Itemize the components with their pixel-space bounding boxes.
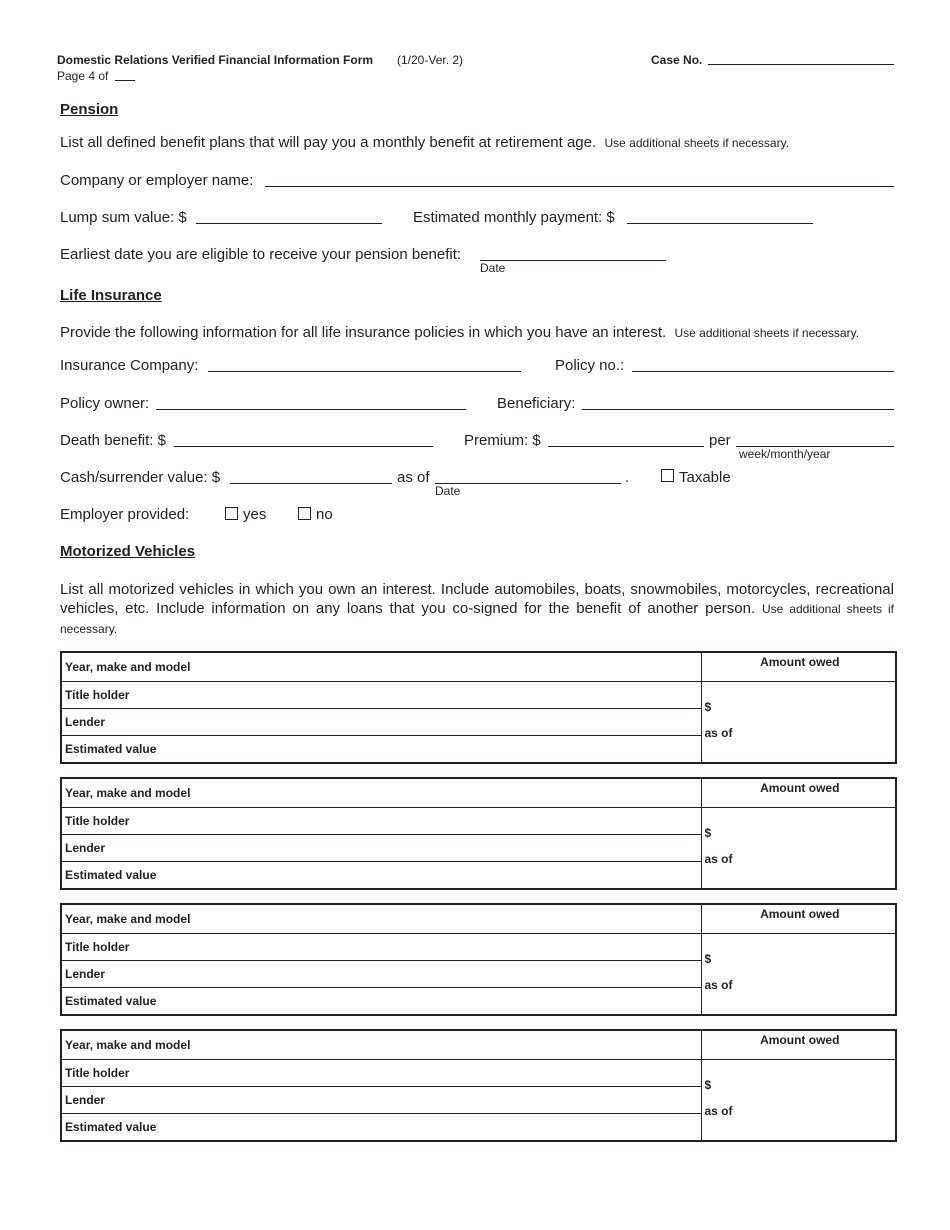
no-label: no <box>316 506 333 523</box>
as-of-label: as of <box>704 978 733 992</box>
lender-label[interactable]: Lender <box>61 709 701 736</box>
page-label: Page 4 of <box>57 69 109 83</box>
as-of-label: as of <box>704 726 733 740</box>
dollar-label: $ <box>704 1078 712 1092</box>
lump-sum-label: Lump sum value: $ <box>60 209 187 226</box>
lender-label[interactable]: Lender <box>61 835 701 862</box>
policy-no-field[interactable] <box>632 371 894 372</box>
premium-label: Premium: $ <box>464 432 541 449</box>
beneficiary-label: Beneficiary: <box>497 395 576 412</box>
life-insurance-heading: Life Insurance <box>60 287 162 304</box>
death-benefit-label: Death benefit: $ <box>60 432 166 449</box>
vehicles-heading: Motorized Vehicles <box>60 543 196 560</box>
title-holder-label[interactable]: Title holder <box>61 934 701 961</box>
estimated-value-label[interactable]: Estimated value <box>61 1114 701 1142</box>
vehicles-instruction: List all motorized vehicles in which you own an interest. Include automobiles, boats, snowmobiles, motorcycles, recreational vehicles, etc. Include information on any loans that you co-signed for the benefit of another person. Use additional sheets if necessary. <box>60 581 895 636</box>
life-insurance-additional-note: Use additional sheets if necessary. <box>674 326 860 340</box>
as-of-label: as of <box>704 1104 733 1118</box>
earliest-date-caption: Date <box>480 261 506 275</box>
lender-label[interactable]: Lender <box>61 961 701 988</box>
death-benefit-field[interactable] <box>174 446 433 447</box>
amount-owed-label: Amount owed <box>701 652 896 682</box>
title-holder-label[interactable]: Title holder <box>61 682 701 709</box>
amount-owed-cell[interactable] <box>701 682 896 764</box>
per-label: per <box>709 432 731 449</box>
pension-company-field[interactable] <box>265 186 894 187</box>
premium-field[interactable] <box>548 446 704 447</box>
period-caption: week/month/year <box>739 447 831 461</box>
estimated-value-label[interactable]: Estimated value <box>61 736 701 764</box>
taxable-label: Taxable <box>679 469 731 486</box>
employer-provided-label: Employer provided: <box>60 506 190 523</box>
period-dot: . <box>625 469 630 486</box>
earliest-date-label: Earliest date you are eligible to receive your pension benefit: <box>60 246 462 263</box>
lender-label[interactable]: Lender <box>61 1087 701 1114</box>
as-of-label: as of <box>704 852 733 866</box>
earliest-date-field[interactable] <box>480 260 666 261</box>
year-make-model-label[interactable]: Year, make and model <box>61 904 701 934</box>
year-make-model-label[interactable]: Year, make and model <box>61 1030 701 1060</box>
page-total-field[interactable] <box>115 80 135 81</box>
cash-value-date-field[interactable] <box>435 483 621 484</box>
monthly-payment-field[interactable] <box>627 223 813 224</box>
form-title: Domestic Relations Verified Financial Information Form <box>57 53 374 67</box>
monthly-payment-label: Estimated monthly payment: $ <box>413 209 615 226</box>
amount-owed-label: Amount owed <box>701 778 896 808</box>
amount-owed-cell[interactable] <box>701 808 896 890</box>
insurance-company-field[interactable] <box>208 371 521 372</box>
case-number-label: Case No. <box>651 53 703 67</box>
as-of-label: as of <box>397 469 430 486</box>
vehicle-table-2 <box>60 777 897 890</box>
pension-instruction: List all defined benefit plans that will pay you a monthly benefit at retirement age. Use additional sheets if necessary. <box>60 134 790 151</box>
life-insurance-instruction: Provide the following information for all life insurance policies in which you have an interest. Use additional sheets if necessary. <box>60 324 860 341</box>
case-number-field[interactable] <box>708 64 894 65</box>
pension-additional-note: Use additional sheets if necessary. <box>604 136 790 150</box>
cash-value-label: Cash/surrender value: $ <box>60 469 221 486</box>
employer-provided-yes-checkbox[interactable] <box>225 507 238 520</box>
policy-owner-label: Policy owner: <box>60 395 150 412</box>
amount-owed-cell[interactable] <box>701 1060 896 1142</box>
vehicle-table-4 <box>60 1029 897 1142</box>
dollar-label: $ <box>704 952 712 966</box>
vehicle-table-3 <box>60 903 897 1016</box>
vehicles-additional-note: Use additional sheets if necessary. <box>60 602 895 636</box>
amount-owed-label: Amount owed <box>701 1030 896 1060</box>
estimated-value-label[interactable]: Estimated value <box>61 862 701 890</box>
lump-sum-field[interactable] <box>196 223 382 224</box>
policy-no-label: Policy no.: <box>555 357 625 374</box>
employer-provided-no-checkbox[interactable] <box>298 507 311 520</box>
cash-value-field[interactable] <box>230 483 392 484</box>
pension-company-label: Company or employer name: <box>60 172 254 189</box>
amount-owed-label: Amount owed <box>701 904 896 934</box>
dollar-label: $ <box>704 700 712 714</box>
title-holder-label[interactable]: Title holder <box>61 808 701 835</box>
vehicle-table-1 <box>60 651 897 764</box>
insurance-company-label: Insurance Company: <box>60 357 199 374</box>
amount-owed-cell[interactable] <box>701 934 896 1016</box>
title-holder-label[interactable]: Title holder <box>61 1060 701 1087</box>
yes-label: yes <box>243 506 267 523</box>
estimated-value-label[interactable]: Estimated value <box>61 988 701 1016</box>
policy-owner-field[interactable] <box>156 409 466 410</box>
pension-heading: Pension <box>60 101 119 118</box>
beneficiary-field[interactable] <box>582 409 894 410</box>
dollar-label: $ <box>704 826 712 840</box>
taxable-checkbox[interactable] <box>661 469 674 482</box>
form-version: (1/20-Ver. 2) <box>397 53 464 67</box>
cash-value-date-caption: Date <box>435 484 461 498</box>
year-make-model-label[interactable]: Year, make and model <box>61 652 701 682</box>
year-make-model-label[interactable]: Year, make and model <box>61 778 701 808</box>
